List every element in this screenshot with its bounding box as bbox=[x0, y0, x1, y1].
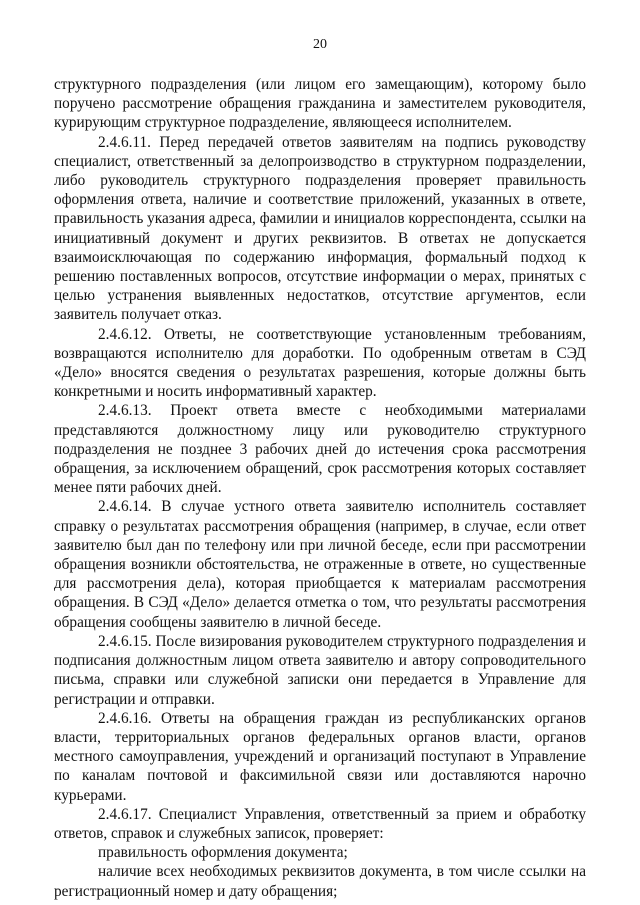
page-number: 20 bbox=[313, 37, 327, 52]
paragraph-2-4-6-15: 2.4.6.15. После визирования руководителем структурного подразделения и подписания должностным лицом ответа заявителю и автору сопроводительного письма, справки или служебной записки они передается в Управление для регистрации и отправки. bbox=[54, 632, 586, 708]
check-item-document-format: правильность оформления документа; bbox=[98, 844, 348, 862]
paragraph-2-4-6-12: 2.4.6.12. Ответы, не соответствующие установленным требованиям, возвращаются исполнителю для доработки. По одобренным ответам в СЭД «Дело» вносятся сведения о результатах разрешения, которые должны быть конкретными и носить информативный характер. bbox=[54, 325, 586, 401]
paragraph-2-4-6-14: 2.4.6.14. В случае устного ответа заявителю исполнитель составляет справку о результатах рассмотрения обращения (например, в случае, если ответ заявителю был дан по телефону или при личной беседе, если при рассмотрении обращения возникли обстоятельства, не отраженные в ответе, но существенные для рассмотрения дела), которая приобщается к материалам рассмотрения обращения. В СЭД «Дело» делается отметка о том, что результаты рассмотрения обращения сообщены заявителю в личной беседе. bbox=[54, 498, 586, 631]
paragraph-2-4-6-13: 2.4.6.13. Проект ответа вместе с необходимыми материалами представляются должностному лицу или руководителю структурного подразделения не позднее 3 рабочих дней до истечения срока рассмотрения обращения, за исключением обращений, срок рассмотрения которых составляет менее пяти рабочих дней. bbox=[54, 402, 586, 497]
paragraph-2-4-6-16: 2.4.6.16. Ответы на обращения граждан из республиканских органов власти, территориальных органов федеральных органов власти, органов местного самоуправления, учреждений и организаций поступают в Управление по каналам почтовой и факсимильной связи или доставляются нарочно курьерами. bbox=[54, 709, 586, 804]
paragraph-2-4-6-17: 2.4.6.17. Специалист Управления, ответственный за прием и обработку ответов, справок и служебных записок, проверяет: bbox=[54, 805, 586, 842]
check-item-document-requisites: наличие всех необходимых реквизитов документа, в том числе ссылки на регистрационный номер и дату обращения; bbox=[54, 863, 586, 900]
paragraph-2-4-6-11: 2.4.6.11. Перед передачей ответов заявителям на подпись руководству специалист, ответственный за делопроизводство в структурном подразделении, либо руководитель структурного подразделения проверяет правильность оформления ответа, наличие и соответствие приложений, указанных в ответе, правильность указания адреса, фамилии и инициалов корреспондента, ссылки на инициативный документ и других реквизитов. В ответах не допускается взаимоисключающая по содержанию информация, формальный подход к решению поставленных вопросов, отсутствие информации о мерах, принятых с целью устранения выявленных недостатков, отсутствие аргументов, если заявитель получает отказ. bbox=[54, 133, 586, 324]
document-body bbox=[54, 75, 586, 901]
paragraph-continuation: структурного подразделения (или лицом его замещающим), которому было поручено рассмотрение обращения гражданина и заместителем руководителя, курирующим структурное подразделение, являющееся исполнителем. bbox=[54, 76, 586, 132]
